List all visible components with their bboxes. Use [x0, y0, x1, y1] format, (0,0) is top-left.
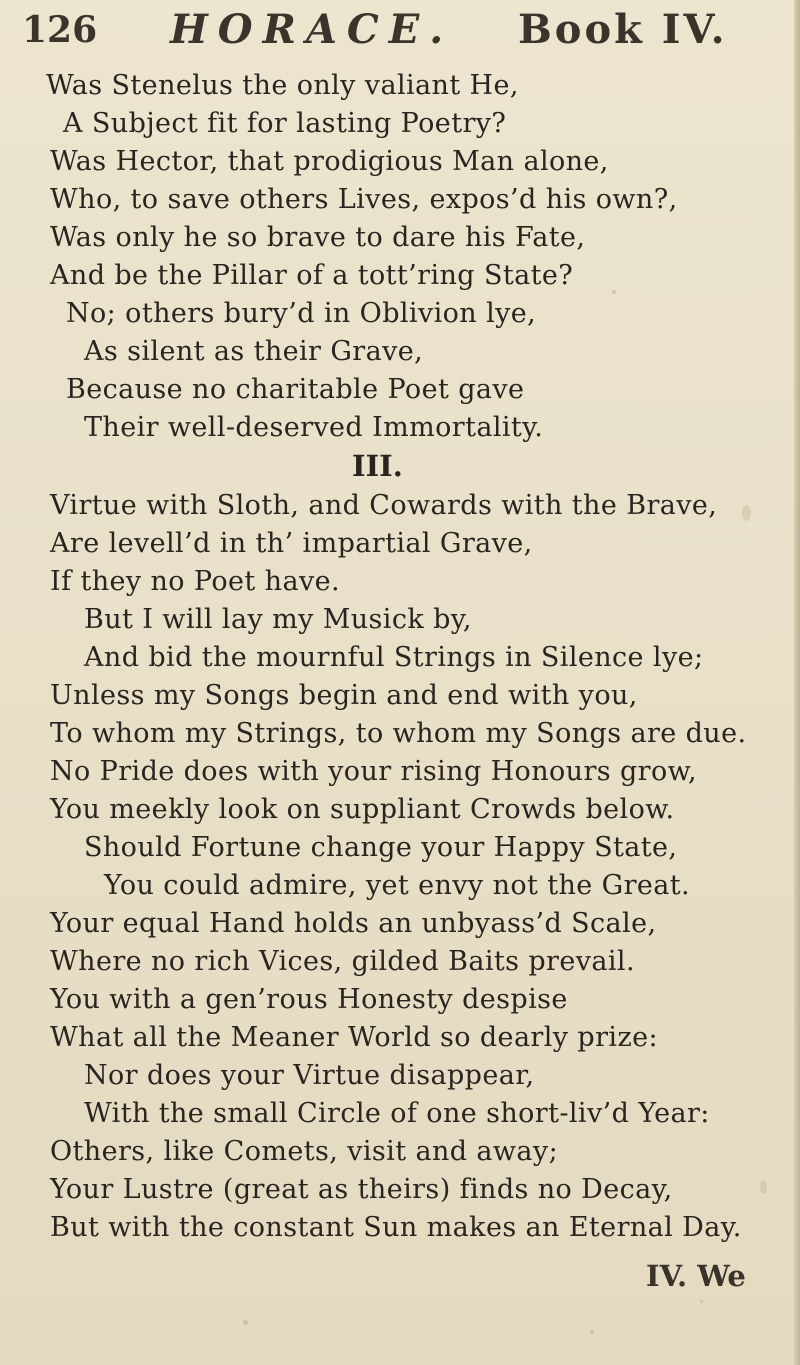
verse-line: No; others bury’d in Oblivion lye,	[66, 298, 537, 329]
verse-line: But I will lay my Musick by,	[84, 604, 472, 635]
paper-speck	[700, 1300, 703, 1303]
paper-speck	[760, 1180, 767, 1194]
verse-line: To whom my Strings, to whom my Songs are due.	[50, 718, 747, 749]
paper-speck	[742, 505, 751, 521]
book-label: Book IV.	[518, 6, 728, 53]
verse-line: Who, to save others Lives, expos’d his own?,	[50, 184, 678, 215]
page-number: 126	[22, 9, 98, 51]
verse-line: You with a gen’rous Honesty despise	[50, 984, 568, 1015]
verse-line: Your equal Hand holds an unbyass’d Scale,	[50, 908, 657, 939]
verse-line: Their well-deserved Immortality.	[84, 412, 544, 443]
verse-line: Was only he so brave to dare his Fate,	[50, 222, 586, 253]
verse-line: As silent as their Grave,	[84, 336, 424, 367]
catchword: IV. We	[646, 1259, 746, 1293]
verse-line: What all the Meaner World so dearly prize:	[50, 1022, 658, 1053]
verse-line: With the small Circle of one short-liv’d Year:	[84, 1098, 710, 1129]
verse-line: Was Hector, that prodigious Man alone,	[50, 146, 609, 177]
verse-line: But with the constant Sun makes an Eternal Day.	[50, 1212, 742, 1243]
verse-line: Nor does your Virtue disappear,	[84, 1060, 535, 1091]
verse-line: Are levell’d in th’ impartial Grave,	[50, 528, 533, 559]
section-numeral: III.	[352, 449, 403, 483]
verse-line: Should Fortune change your Happy State,	[84, 832, 678, 863]
paper-speck	[612, 290, 616, 294]
verse-line: No Pride does with your rising Honours grow,	[50, 756, 697, 787]
verse-line: Where no rich Vices, gilded Baits prevail.	[50, 946, 635, 977]
verse-line: If they no Poet have.	[50, 566, 340, 597]
paper-speck	[590, 1330, 594, 1334]
verse-line: And bid the mournful Strings in Silence lye;	[84, 642, 704, 673]
paper-speck	[243, 1320, 248, 1325]
verse-line: Unless my Songs begin and end with you,	[50, 680, 638, 711]
verse-line: Because no charitable Poet gave	[66, 374, 525, 405]
verse-line: A Subject fit for lasting Poetry?	[63, 108, 507, 139]
verse-line: Your Lustre (great as theirs) finds no Decay,	[50, 1174, 673, 1205]
running-title: HORACE.	[170, 6, 454, 53]
verse-line: Was Stenelus the only valiant He,	[46, 70, 519, 101]
verse-line: And be the Pillar of a tott’ring State?	[50, 260, 574, 291]
verse-line: You meekly look on suppliant Crowds below.	[50, 794, 675, 825]
verse-line: Others, like Comets, visit and away;	[50, 1136, 559, 1167]
verse-line: You could admire, yet envy not the Great.	[104, 870, 691, 901]
verse-line: Virtue with Sloth, and Cowards with the Brave,	[50, 490, 718, 521]
